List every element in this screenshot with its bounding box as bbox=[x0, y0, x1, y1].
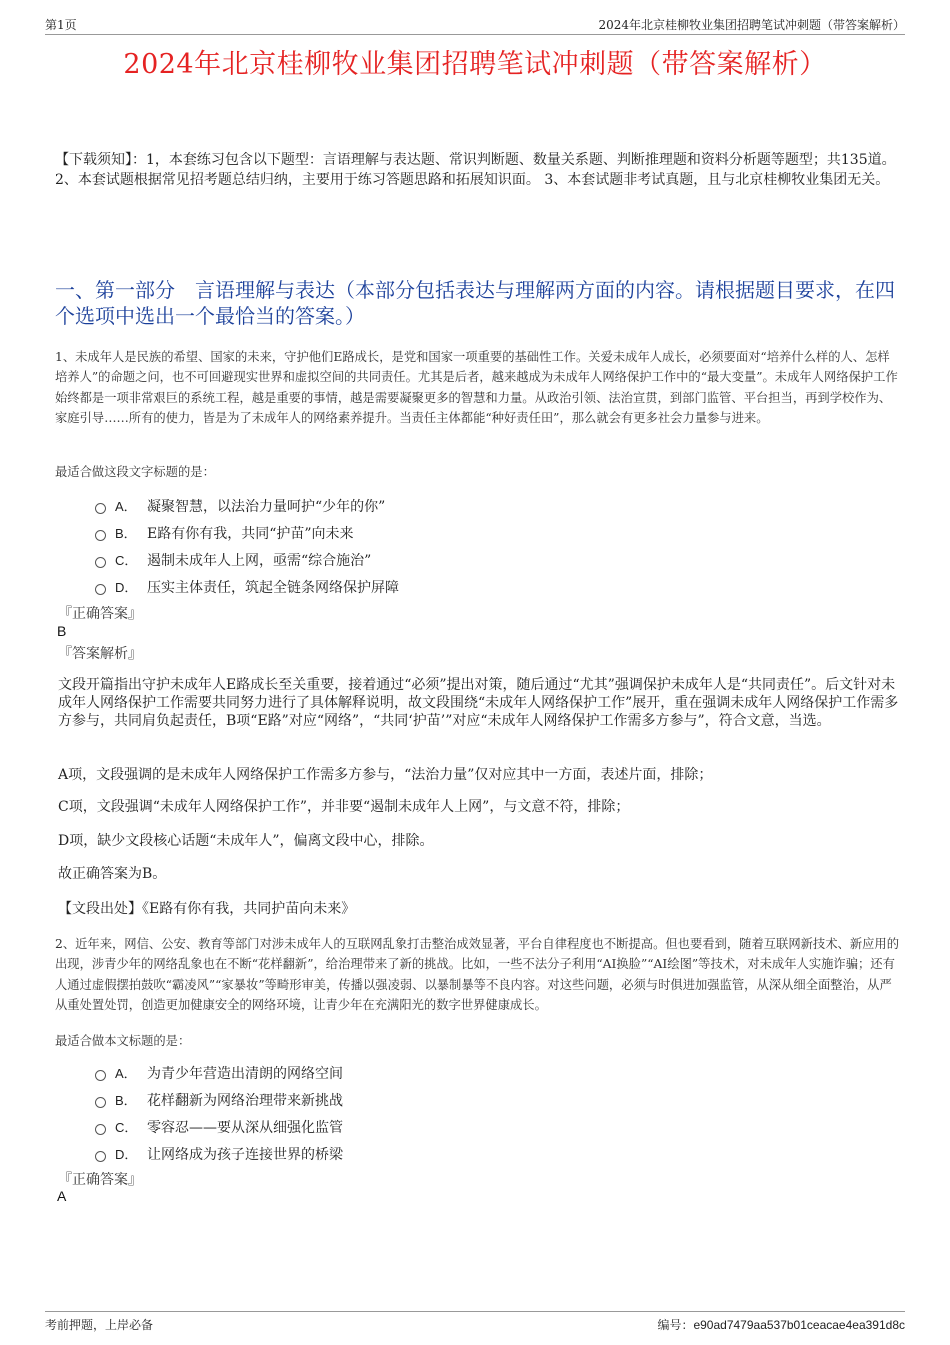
question-1-text: 1、未成年人是民族的希望、国家的未来，守护他们E路成长，是党和国家一项重要的基础性工作。关爱未成年人成长，必须要面对“培养什么样的人、怎样培养人”的命题之问，也不可回避现实世界和虚拟空间的共同责任。尤其是后者，越来越成为未成年人网络保护工作中的“最大变量”。未成年人网络保护工作始终都是一项非常艰巨的系统工程，越是重要的事情，越是需要凝聚更多的智慧和力量。从政治引领、法治宣贯，到部门监管、平台担当，再到学校作为、家庭引导……所有的使力，皆是为了未成年人的网络素养提升。当责任主体都能“种好责任田”，那么就会有更多社会力量参与进来。 bbox=[55, 350, 898, 425]
analysis-paragraph: D项，缺少文段核心话题“未成年人”，偏离文段中心，排除。 bbox=[58, 833, 434, 849]
correct-answer-value: A bbox=[57, 1188, 67, 1204]
header-doc-title: 2024年北京桂柳牧业集团招聘笔试冲刺题（带答案解析） bbox=[598, 18, 905, 32]
option-d[interactable]: D． 让网络成为孩子连接世界的桥梁 bbox=[95, 1140, 795, 1167]
radio-icon[interactable] bbox=[95, 1151, 106, 1162]
analysis-paragraph: 文段开篇指出守护未成年人E路成长至关重要，接着通过“必须”提出对策，随后通过“尤其”强调保护未成年人是“共同责任”。后文针对未成年人网络保护工作需要共同努力进行了具体解释说明，故文段围绕“未成年人网络保护工作”展开，重在强调未成年人网络保护工作需多方参与，共同肩负起责任，B项“E路”对应“网络”，“共同‘护苗’”对应“未成年人网络保护工作需多方参与”，符合文意，当选。 bbox=[58, 677, 899, 729]
radio-icon[interactable] bbox=[95, 1097, 106, 1108]
page-title: 2024年北京桂柳牧业集团招聘笔试冲刺题（带答案解析） bbox=[123, 49, 827, 80]
radio-icon[interactable] bbox=[95, 557, 106, 568]
analysis-conclusion: 故正确答案为B。 bbox=[58, 866, 167, 882]
question-2-options bbox=[95, 1059, 795, 1167]
radio-icon[interactable] bbox=[95, 530, 106, 541]
radio-icon[interactable] bbox=[95, 1070, 106, 1081]
radio-icon[interactable] bbox=[95, 584, 106, 595]
analysis-paragraph: A项，文段强调的是未成年人网络保护工作需多方参与，“法治力量”仅对应其中一方面，表述片面，排除； bbox=[58, 767, 713, 783]
analysis-paragraph: C项，文段强调“未成年人网络保护工作”，并非要“遏制未成年人上网”，与文意不符，排除； bbox=[58, 799, 630, 815]
page-footer bbox=[45, 1311, 905, 1336]
correct-answer-label: 『正确答案』 bbox=[58, 1172, 142, 1188]
correct-answer-label: 『正确答案』 bbox=[58, 606, 142, 622]
option-b[interactable]: B． 花样翻新为网络治理带来新挑战 bbox=[95, 1086, 795, 1113]
footer-slogan: 考前押题，上岸必备 bbox=[45, 1318, 154, 1332]
question-1-prompt: 最适合做这段文字标题的是： bbox=[55, 465, 215, 479]
option-a[interactable]: A． 凝聚智慧，以法治力量呵护“少年的你” bbox=[95, 492, 795, 519]
analysis-label: 『答案解析』 bbox=[58, 646, 142, 662]
option-a[interactable]: A． 为青少年营造出清朗的网络空间 bbox=[95, 1059, 795, 1086]
question-1-options bbox=[95, 492, 795, 600]
section-heading: 一、第一部分 言语理解与表达（本部分包括表达与理解两方面的内容。请根据题目要求，在四个选项中选出一个最恰当的答案。） bbox=[55, 278, 895, 328]
page-number: 第1页 bbox=[45, 18, 77, 32]
option-c[interactable]: C． 零容忍——要从深从细强化监管 bbox=[95, 1113, 795, 1140]
analysis-source: 【文段出处】《E路有你有我，共同护苗向未来》 bbox=[58, 901, 356, 917]
download-notice: 【下载须知】：1，本套练习包含以下题型：言语理解与表达题、常识判断题、数量关系题、判断推理题和资料分析题等题型；共135道。 2、本套试题根据常见招考题总结归纳，主要用于练习答题思路和拓展知识面。 3、本套试题非考试真题，且与北京桂柳牧业集团无关。 bbox=[55, 152, 896, 188]
option-d[interactable]: D． 压实主体责任，筑起全链条网络保护屏障 bbox=[95, 573, 795, 600]
correct-answer-value: B bbox=[57, 623, 67, 639]
question-2-text: 2、近年来，网信、公安、教育等部门对涉未成年人的互联网乱象打击整治成效显著，平台自律程度也不断提高。但也要看到，随着互联网新技术、新应用的出现，涉青少年的网络乱象也在不断“花样翻新”，给治理带来了新的挑战。比如，一些不法分子利用“AI换脸”“AI绘图”等技术，对未成年人实施诈骗；还有人通过虚假摆拍鼓吹“霸凌风”“家暴妆”等畸形审美，传播以强凌弱、以暴制暴等不良内容。对这些问题，必须与时俱进加强监管，从深从细全面整治，从严从重处置处罚，创造更加健康安全的网络环境，让青少年在充满阳光的数字世界健康成长。 bbox=[55, 937, 900, 1012]
radio-icon[interactable] bbox=[95, 1124, 106, 1135]
question-2-prompt: 最适合做本文标题的是： bbox=[55, 1034, 191, 1048]
radio-icon[interactable] bbox=[95, 503, 106, 514]
option-b[interactable]: B． E路有你有我，共同“护苗”向未来 bbox=[95, 519, 795, 546]
footer-code: 编号：e90ad7479aa537b01ceacae4ea391d8c bbox=[657, 1318, 905, 1332]
option-c[interactable]: C． 遏制未成年人上网，亟需“综合施治” bbox=[95, 546, 795, 573]
page-header bbox=[45, 12, 905, 35]
